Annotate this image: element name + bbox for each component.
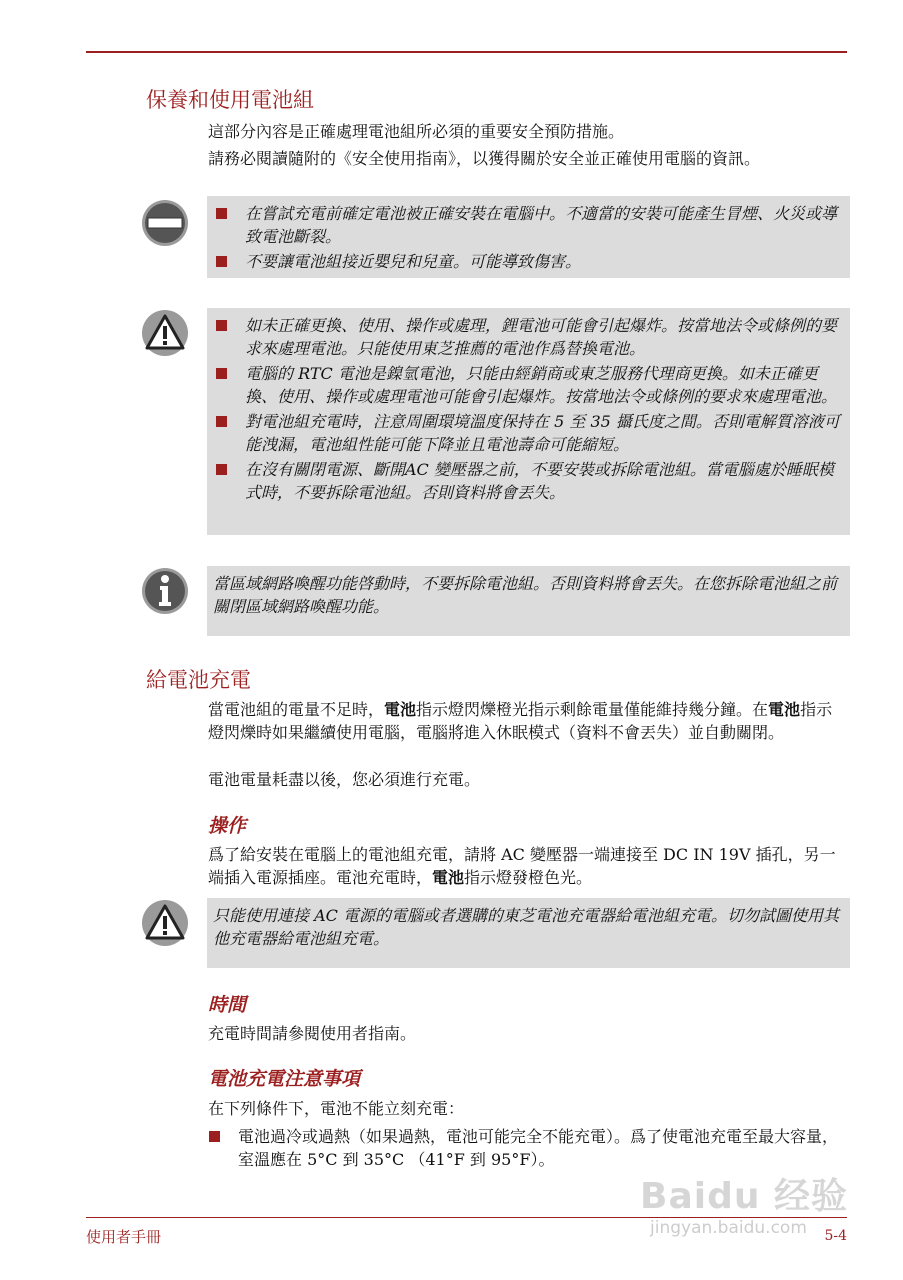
para-text: 指示燈閃爍時如果繼續使用電腦，電腦將進入休眠模式（資料不會丟失）並自動關閉。 — [208, 700, 833, 742]
notice-item: 電池過冷或過熱（如果過熱，電池可能完全不能充電）。爲了使電池充電至最大容量，室溫應在 5°C 到 35°C （41°F 到 95°F）。 — [208, 1125, 848, 1171]
charger-warning-note — [207, 898, 850, 968]
warning-triangle-icon — [140, 898, 190, 948]
charging-paragraph-1 — [208, 698, 848, 744]
warning-item: 電腦的 RTC 電池是鎳氫電池，只能由經銷商或東芝服務代理商更換。如未正確更換、使用、操作或處理電池可能會引起爆炸。按當地法令或條例的要求來處理電池。 — [213, 362, 844, 408]
warning-triangle-icon — [140, 308, 190, 358]
watermark-logo: Baidu 经验 — [640, 1176, 849, 1217]
footer-rule — [86, 1217, 847, 1218]
prohibition-note — [207, 196, 850, 278]
para-text: 爲了給安裝在電腦上的電池組充電，請將 AC 變壓器一端連接至 DC IN 19V 插孔，另一端插入電源插座。電池充電時， — [208, 845, 836, 887]
footer-manual-title: 使用者手冊 — [86, 1228, 162, 1246]
section-title-battery-care: 保養和使用電池組 — [146, 88, 314, 112]
footer-page-number: 5-4 — [824, 1228, 847, 1244]
battery-label-bold: 電池 — [768, 700, 801, 719]
intro-paragraph-2: 請務必閱讀隨附的《安全使用指南》，以獲得關於安全並正確使用電腦的資訊。 — [208, 149, 761, 168]
watermark-url: jingyan.baidu.com — [650, 1218, 807, 1238]
info-note — [207, 566, 850, 636]
charging-paragraph-2: 電池電量耗盡以後，您必須進行充電。 — [208, 770, 481, 789]
notice-intro: 在下列條件下，電池不能立刻充電： — [208, 1099, 465, 1118]
prohibition-item: 不要讓電池組接近嬰兒和兒童。可能導致傷害。 — [213, 250, 844, 273]
subsection-title-time: 時間 — [208, 994, 247, 1016]
warning-note — [207, 308, 850, 535]
operation-paragraph — [208, 843, 848, 889]
warning-item: 如未正確更換、使用、操作或處理，鋰電池可能會引起爆炸。按當地法令或條例的要求來處理電池。只能使用東芝推薦的電池作爲替換電池。 — [213, 314, 844, 360]
warning-item: 在沒有關閉電源、斷開AC 變壓器之前，不要安裝或拆除電池組。當電腦處於睡眠模式時，不要拆除電池組。否則資料將會丟失。 — [213, 458, 844, 504]
header-rule — [86, 51, 847, 53]
no-entry-icon — [140, 198, 190, 248]
prohibition-item: 在嘗試充電前確定電池被正確安裝在電腦中。不適當的安裝可能產生冒煙、火災或導致電池斷裂。 — [213, 202, 844, 248]
para-text: 指示燈閃爍橙光指示剩餘電量僅能維持幾分鐘。在 — [416, 700, 769, 719]
info-icon — [140, 566, 190, 616]
para-text: 當電池組的電量不足時， — [208, 700, 385, 719]
warning-item: 對電池組充電時，注意周圍環境溫度保持在 5 至 35 攝氏度之間。否則電解質溶液可能洩漏，電池組性能可能下降並且電池壽命可能縮短。 — [213, 410, 844, 456]
battery-label-bold: 電池 — [432, 868, 465, 887]
intro-paragraph-1: 這部分內容是正確處理電池組所必須的重要安全預防措施。 — [208, 122, 625, 141]
time-paragraph: 充電時間請參閱使用者指南。 — [208, 1024, 417, 1043]
subsection-title-operation: 操作 — [208, 815, 247, 837]
charger-warning-text: 只能使用連接 AC 電源的電腦或者選購的東芝電池充電器給電池組充電。切勿試圖使用其他充電器給電池組充電。 — [213, 906, 839, 948]
para-text: 指示燈發橙色光。 — [464, 868, 593, 887]
section-title-charging: 給電池充電 — [146, 668, 251, 692]
battery-label-bold: 電池 — [384, 700, 417, 719]
subsection-title-charging-notice: 電池充電注意事項 — [208, 1068, 361, 1090]
info-note-text: 當區域網路喚醒功能啓動時，不要拆除電池組。否則資料將會丟失。在您拆除電池組之前關閉區域網路喚醒功能。 — [213, 574, 838, 616]
